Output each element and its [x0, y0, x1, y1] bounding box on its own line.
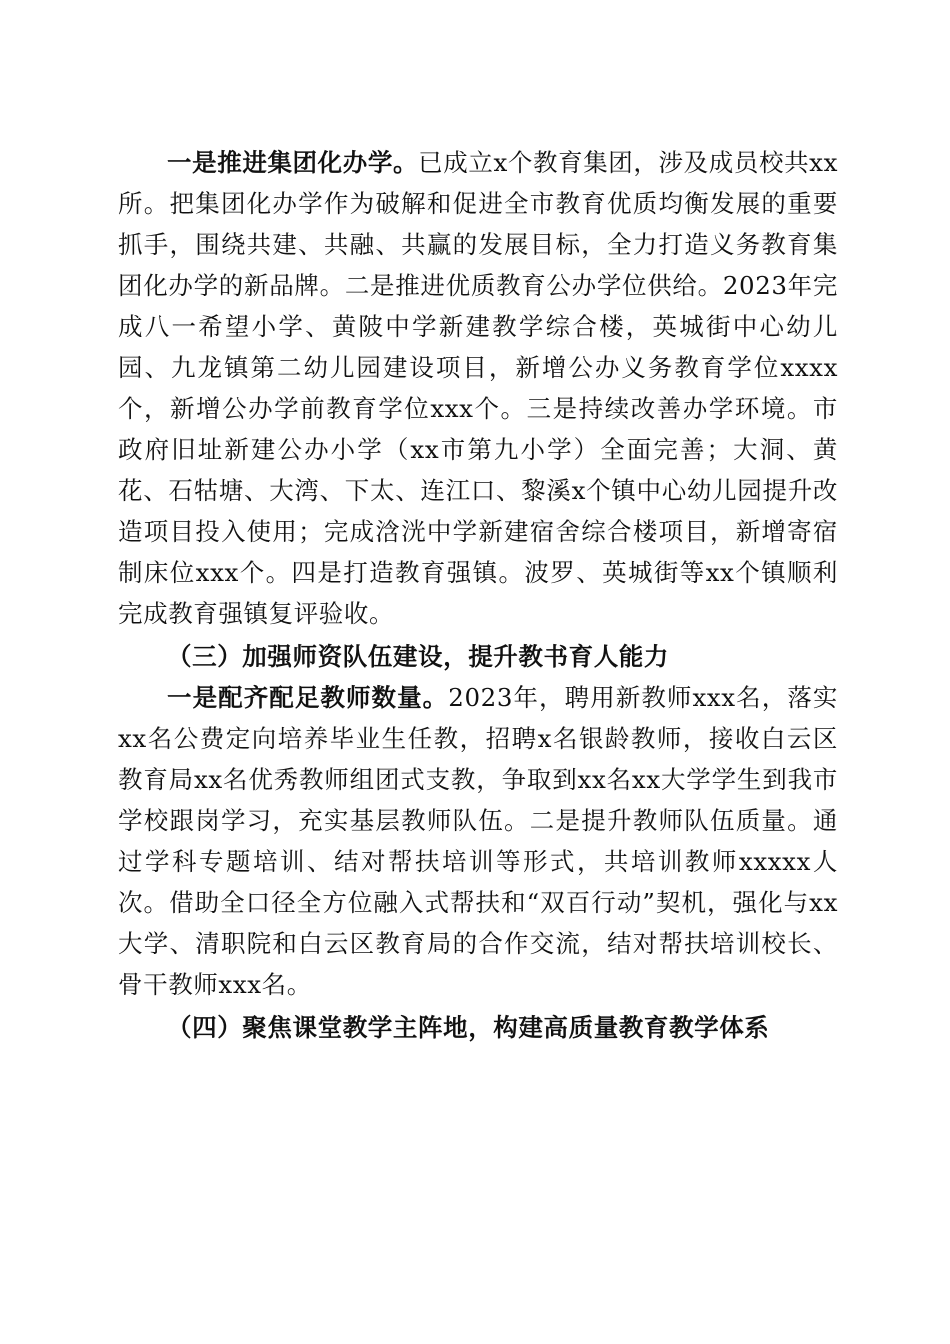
- paragraph-lead: 一是推进集团化办学。: [167, 148, 419, 177]
- section-heading-classroom: （四）聚焦课堂教学主阵地，构建高质量教育教学体系: [167, 1013, 770, 1042]
- section-heading-teachers: （三）加强师资队伍建设，提升教书育人能力: [167, 642, 669, 671]
- paragraph-text: 已成立x个教育集团，涉及成员校共xx所。把集团化办学作为破解和促进全市教育优质均衡发展的重要抓手，围绕共建、共融、共赢的发展目标，全力打造义务教育集团化办学的新品牌。二是推进优质教育公办学位供给。2023年完成八一希望小学、黄陂中学新建教学综合楼，英城街中心幼儿园、九龙镇第二幼儿园建设项目，新增公办义务教育学位xxxx个，新增公办学前教育学位xxx个。三是持续改善办学环境。市政府旧址新建公办小学（xx市第九小学）全面完善；大洞、黄花、石牯塘、大湾、下太、连江口、黎溪x个镇中心幼儿园提升改造项目投入使用；完成浛洸中学新建宿舍综合楼项目，新增寄宿制床位xxx个。四是打造教育强镇。波罗、英城街等xx个镇顺利完成教育强镇复评验收。: [118, 148, 839, 628]
- paragraph-teacher-staffing: [118, 677, 838, 1005]
- paragraph-group-schooling: [118, 142, 838, 634]
- paragraph-lead: 一是配齐配足教师数量。: [167, 683, 449, 712]
- paragraph-text: 2023年，聘用新教师xxx名，落实xx名公费定向培养毕业生任教，招聘x名银龄教师，接收白云区教育局xx名优秀教师组团式支教，争取到xx名xx大学学生到我市学校跟岗学习，充实基层教师队伍。二是提升教师队伍质量。通过学科专题培训、结对帮扶培训等形式，共培训教师xxxxx人次。借助全口径全方位融入式帮扶和“双百行动”契机，强化与xx大学、清职院和白云区教育局的合作交流，结对帮扶培训校长、骨干教师xxx名。: [118, 683, 838, 999]
- document-body: [118, 142, 838, 1048]
